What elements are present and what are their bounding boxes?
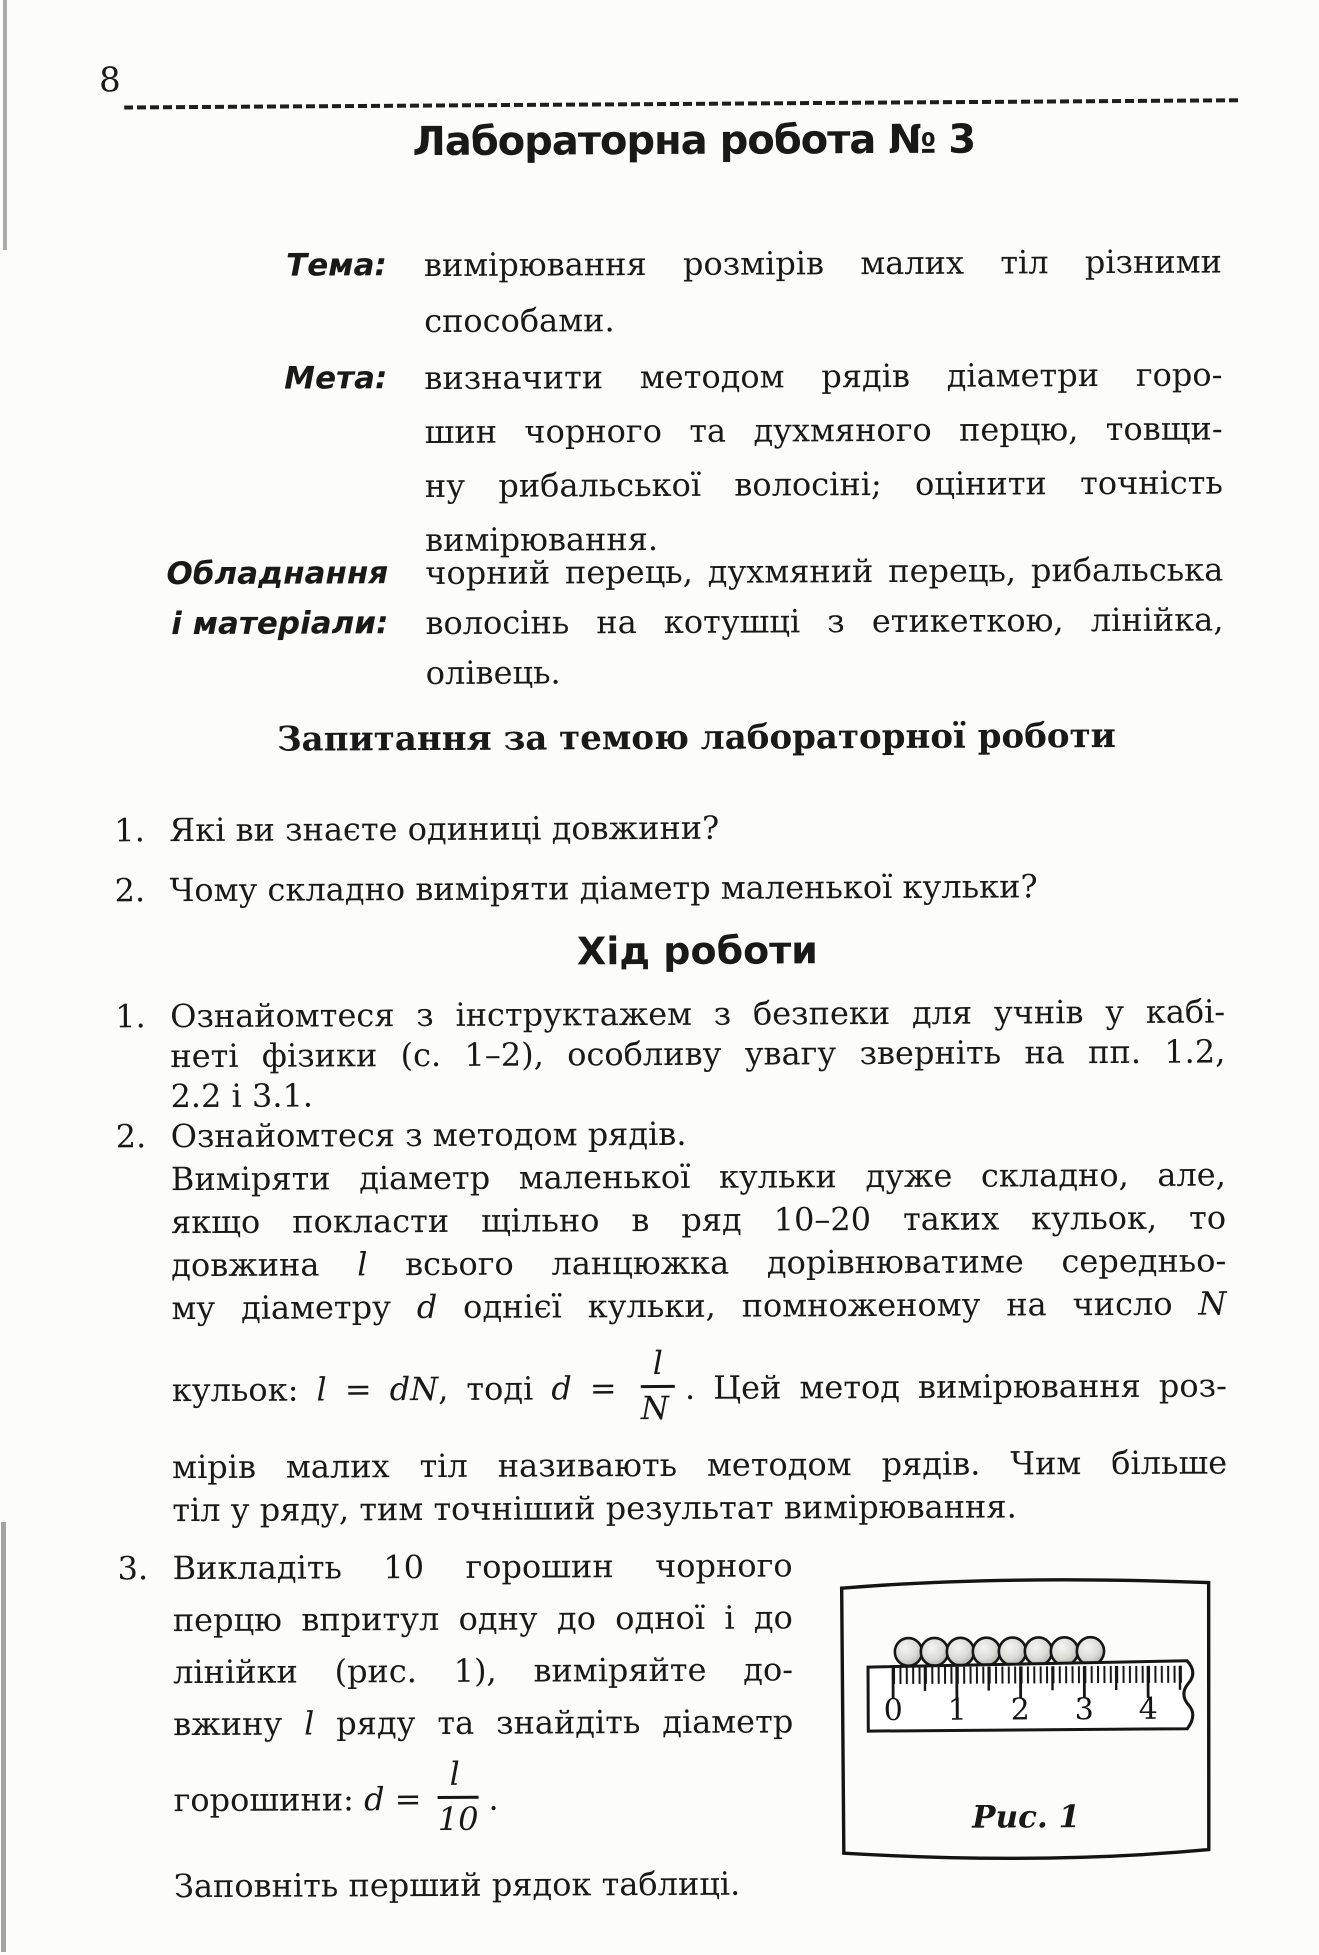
math-var-dN: dN [390, 1370, 439, 1408]
equipment-line: олівець. [426, 645, 1224, 698]
procedure-item-number: 3. [117, 1542, 163, 1594]
procedure-item-2 [171, 1111, 1228, 1532]
question-text: Які ви знаєте одиниці довжини? [169, 804, 1224, 853]
procedure-line: Заповніть перший рядок таблиці. [174, 1857, 794, 1912]
ruler-label-3: 3 [1075, 1692, 1094, 1727]
equipment-line: чорний перець, духмяний перець, рибальська [425, 545, 1223, 598]
ruler-label-1: 1 [948, 1693, 967, 1728]
procedure-line: Виміряти діаметр маленької кульки дуже складно, але, [171, 1154, 1226, 1202]
fraction-l-over-N [641, 1347, 676, 1425]
ruler-label-4: 4 [1139, 1692, 1158, 1727]
fraction-numerator: l [641, 1347, 675, 1388]
equipment-label-line: і матеріали: [138, 598, 388, 649]
ruler-label-2: 2 [1011, 1692, 1030, 1727]
fraction-l-over-10 [438, 1758, 479, 1836]
procedure-line: тіл у ряду, тим точніший результат вимірювання. [172, 1484, 1227, 1532]
math-var-l: l [357, 1245, 367, 1283]
page-title: Лабораторна робота № 3 [166, 116, 1221, 167]
formula-line: горошини: d = $\frac{l}{10}$ . [173, 1753, 793, 1845]
tema-line: вимірювання розмірів малих тіл різними [424, 234, 1222, 293]
question-item [169, 804, 1224, 853]
fraction-denominator: 10 [438, 1799, 479, 1837]
procedure-line: мірів малих тіл називають методом рядів. Чим більше [172, 1441, 1227, 1489]
math-var-d: d [551, 1369, 572, 1407]
question-number: 2. [115, 868, 161, 912]
scan-gutter-artifact [3, 0, 7, 250]
math-var-l: l [316, 1370, 326, 1408]
header-rule [124, 98, 1238, 109]
equipment-label [138, 548, 388, 649]
procedure-line: 2.2 і 3.1. [170, 1072, 1225, 1117]
fraction-numerator: l [438, 1758, 479, 1799]
procedure-line: перцю впритул одну до одної і до [173, 1591, 793, 1646]
ruler-mm-ticks [893, 1666, 1183, 1684]
questions-heading: Запитання за темою лабораторної роботи [169, 714, 1224, 763]
procedure-line: Ознайомтеся з методом рядів. [171, 1111, 1226, 1159]
figure-caption: Рис. 1 [837, 1799, 1216, 1837]
page-number: 8 [99, 60, 121, 100]
ruler-label-0: 0 [884, 1693, 903, 1728]
meta-line: вимірювання. [425, 510, 1223, 567]
figure-ruler-with-peas [836, 1571, 1216, 1867]
question-text: Чому складно виміряти діаметр маленької кульки? [170, 864, 1225, 913]
scan-gutter-artifact [1, 1522, 6, 1952]
math-var-d: d [364, 1780, 385, 1818]
math-var-l: l [304, 1705, 314, 1743]
equipment-line: волосінь на котушці з етикеткою, лінійка, [425, 595, 1223, 648]
fraction-denominator: N [641, 1388, 675, 1426]
procedure-line: якщо покласти щільно в ряд 10–20 таких кульок, то [171, 1197, 1226, 1245]
procedure-line: довжина l всього ланцюжка дорівнюватиме середньо- [171, 1240, 1226, 1288]
question-number: 1. [114, 808, 160, 852]
procedure-line: Ознайомтеся з інструктажем з безпеки для учнів у кабі- [170, 992, 1225, 1037]
procedure-line: лінійки (рис. 1), виміряйте до- [173, 1643, 793, 1698]
tema-line: способами. [424, 290, 1222, 349]
tema-text [424, 234, 1222, 349]
math-var-N: N [1198, 1285, 1226, 1323]
formula-line: кульок: l = dN, тоді d = $\frac{l}{N}$ . Цей метод вимірювання роз- [172, 1344, 1227, 1436]
procedure-item-3 [172, 1539, 794, 1911]
tema-label: Тема: [137, 237, 387, 294]
meta-text [424, 348, 1223, 567]
equipment-text [425, 545, 1224, 698]
procedure-heading: Хід роботи [170, 926, 1225, 977]
question-item [170, 864, 1225, 913]
meta-line: ну рибальської волосіні; оцінити точність [425, 456, 1223, 513]
equipment-label-line: Обладнання [138, 548, 388, 599]
procedure-item-number: 2. [116, 1115, 162, 1158]
math-var-d: d [417, 1288, 438, 1326]
meta-line: шин чорного та духмяного перцю, товщи- [425, 402, 1223, 459]
procedure-line: Викладіть 10 горошин чорного [172, 1539, 792, 1594]
procedure-line: вжину l ряду та знайдіть діаметр [173, 1695, 793, 1750]
meta-label: Мета: [137, 351, 387, 406]
procedure-item-1 [170, 992, 1226, 1117]
procedure-line: неті фізики (с. 1–2), особливу увагу зверніть на пп. 1.2, [170, 1032, 1225, 1077]
procedure-line: му діаметру d однієї кульки, помноженому на число N [171, 1283, 1226, 1331]
procedure-item-number: 1. [115, 996, 161, 1036]
meta-line: визначити методом рядів діаметри горо- [424, 348, 1222, 405]
